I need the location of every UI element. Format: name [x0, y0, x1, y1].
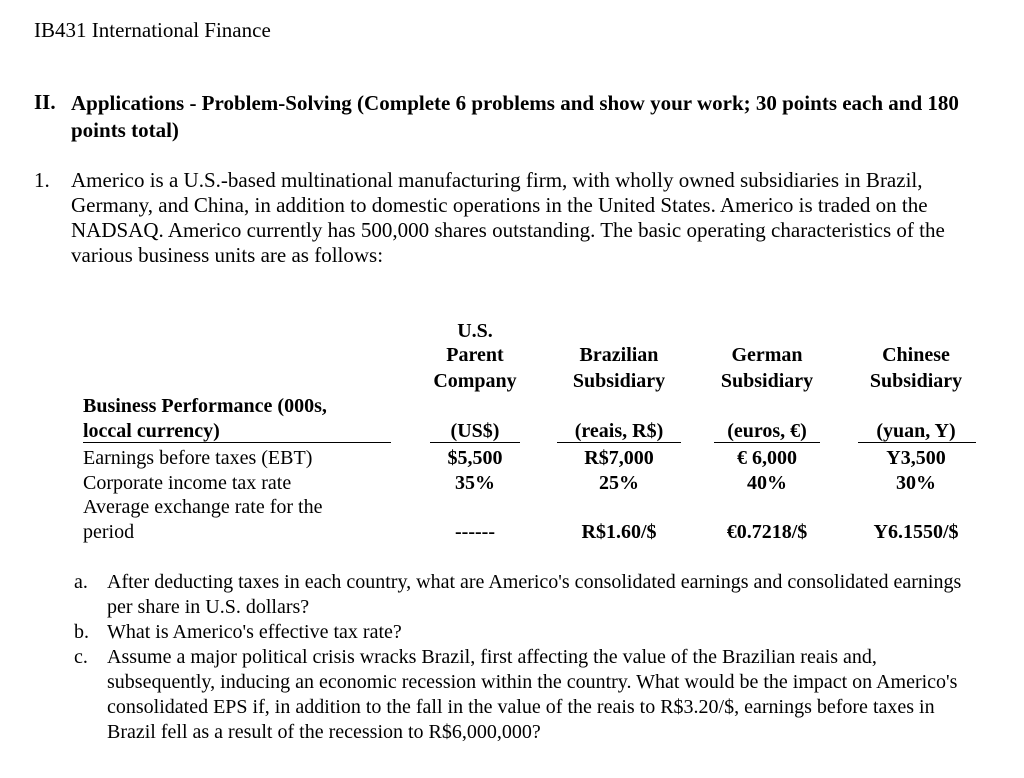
col-header-us-line3: Company — [433, 370, 517, 392]
col-header-china-line2: Chinese — [882, 344, 950, 366]
problem-number: 1. — [34, 168, 50, 192]
row-label-ebt: Earnings before taxes (EBT) — [83, 447, 313, 469]
rate-germany: €0.7218/$ — [726, 521, 808, 543]
table-rule — [430, 442, 520, 443]
tax-germany: 40% — [747, 472, 787, 494]
row-label-tax: Corporate income tax rate — [83, 472, 292, 494]
question-a-letter: a. — [74, 571, 88, 593]
course-title: IB431 International Finance — [34, 18, 271, 42]
question-b-text: What is Americo's effective tax rate? — [107, 621, 402, 643]
ebt-germany: € 6,000 — [737, 447, 797, 469]
currency-china: (yuan, Y) — [876, 420, 956, 442]
question-b-letter: b. — [74, 621, 89, 643]
row-label-rate-line1: Average exchange rate for the — [83, 496, 323, 518]
ebt-us: $5,500 — [447, 447, 503, 469]
table-rule — [83, 442, 391, 443]
tax-us: 35% — [455, 472, 495, 494]
col-header-germany-line3: Subsidiary — [720, 370, 814, 392]
currency-us: (US$) — [450, 420, 500, 442]
col-header-brazil-line2: Brazilian — [579, 344, 659, 366]
row-label-rate-line2: period — [83, 521, 135, 543]
question-a-text: After deducting taxes in each country, what are Americo's consolidated earnings and consolidated earnings per share in U.S. dollars? — [107, 571, 962, 618]
question-c-text: Assume a major political crisis wracks Brazil, first affecting the value of the Brazilian reais and, subsequently, inducing an economic recession within the country. What would be the impact on Americo's consolidated EPS if, in addition to the fall in the value of the reais to R$3.20/$, earnings before taxes in Brazil fell as a result of the recession to R$6,000,000? — [107, 646, 958, 743]
col-header-germany-line2: German — [731, 344, 803, 366]
table-rule — [557, 442, 681, 443]
table-rule — [714, 442, 820, 443]
rate-brazil: R$1.60/$ — [581, 521, 657, 543]
col-header-brazil-line3: Subsidiary — [572, 370, 666, 392]
section-number: II. — [34, 90, 56, 114]
col-header-us-line2: Parent — [446, 344, 504, 366]
currency-brazil: (reais, R$) — [574, 420, 664, 442]
rate-us: ------ — [455, 521, 495, 543]
col-header-us-line1: U.S. — [457, 320, 493, 342]
rate-china: Y6.1550/$ — [873, 521, 959, 543]
section-title: Applications - Problem-Solving (Complete 6 problems and show your work; 30 points each and 180 points total) — [71, 91, 959, 142]
tax-brazil: 25% — [599, 472, 639, 494]
ebt-brazil: R$7,000 — [584, 447, 654, 469]
row-header-line1: Business Performance (000s, — [83, 395, 327, 417]
col-header-china-line3: Subsidiary — [869, 370, 963, 392]
problem-text: Americo is a U.S.-based multinational manufacturing firm, with wholly owned subsidiaries in Brazil, Germany, and China, in addition to domestic operations in the United States. Americo is traded on the NADSAQ. Americo currently has 500,000 shares outstanding. The basic operating characteristics of the various business units are as follows: — [71, 168, 945, 267]
ebt-china: Y3,500 — [886, 447, 946, 469]
question-c-letter: c. — [74, 646, 88, 668]
row-header-line2: loccal currency) — [83, 420, 220, 442]
tax-china: 30% — [896, 472, 936, 494]
currency-germany: (euros, €) — [727, 420, 807, 442]
table-rule — [858, 442, 976, 443]
